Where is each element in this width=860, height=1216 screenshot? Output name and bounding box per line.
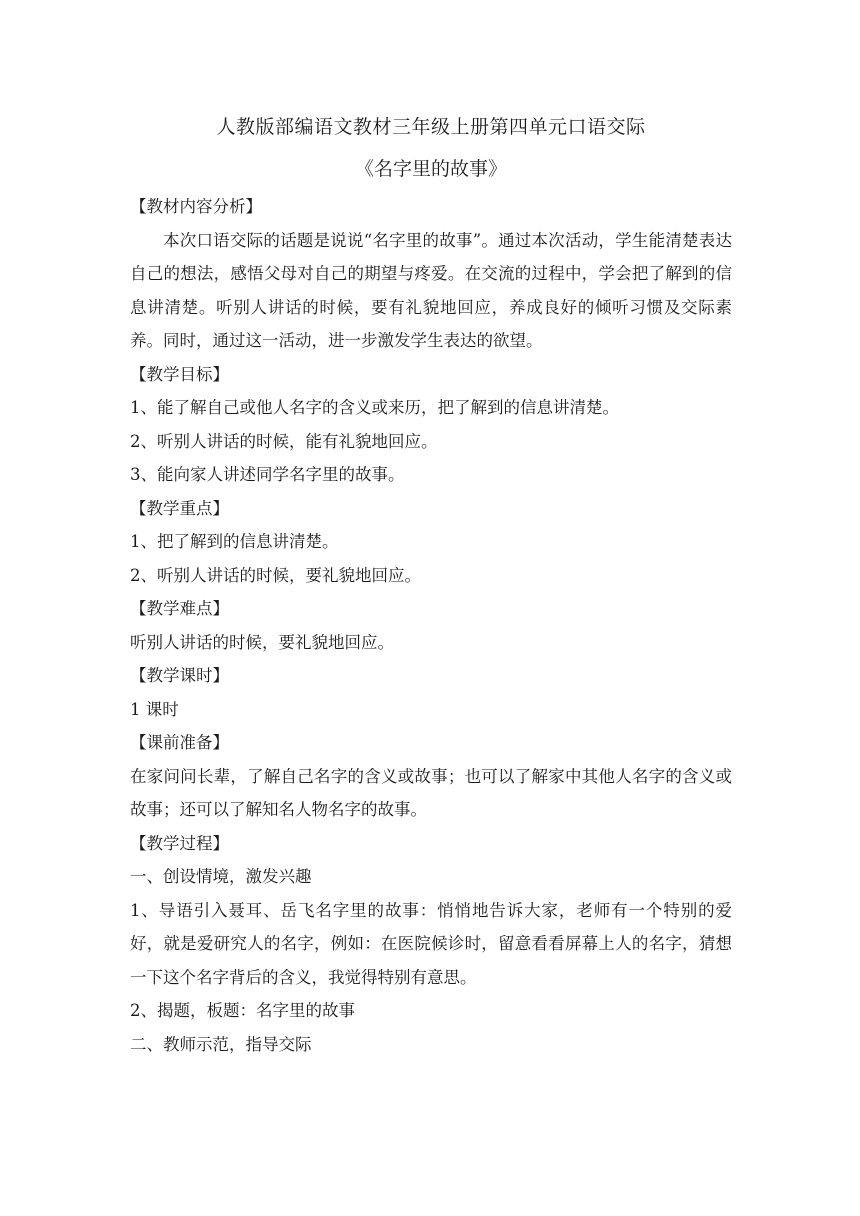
section-heading: 【教学难点】 bbox=[130, 599, 229, 618]
text-line: 听别人讲话的时候，要礼貌地回应。 bbox=[130, 632, 394, 652]
section-heading: 【教学过程】 bbox=[130, 833, 229, 853]
document-title: 人教版部编语文教材三年级上册第四单元口语交际 bbox=[216, 116, 646, 138]
list-item: 3、能向家人讲述同学名字里的故事。 bbox=[130, 465, 405, 484]
section-heading: 【教学目标】 bbox=[130, 364, 229, 384]
subsection-heading: 一、创设情境，激发兴趣 bbox=[130, 867, 312, 886]
subsection-heading: 二、教师示范，指导交际 bbox=[130, 1034, 312, 1054]
list-item: 2、揭题，板题：名字里的故事 bbox=[130, 1001, 355, 1020]
list-item: 2、听别人讲话的时候，要礼貌地回应。 bbox=[130, 565, 421, 585]
section-heading: 【教学重点】 bbox=[130, 498, 229, 518]
text-line: 1 课时 bbox=[130, 699, 179, 719]
section-heading: 【课前准备】 bbox=[130, 733, 229, 752]
document-subtitle: 《名字里的故事》 bbox=[354, 158, 507, 180]
paragraph: 本次口语交际的话题是说说“名字里的故事”。通过本次活动，学生能清楚表达自己的想法，感悟父母对自己的期望与疼爱。在交流的过程中，学会把了解到的信息讲清楚。听别人讲话的时候，要有礼貌地回应，养成良好的倾听习惯及交际素养。同时，通过这一活动，进一步激发学生表达的欲望。 bbox=[130, 230, 732, 350]
list-item: 1、把了解到的信息讲清楚。 bbox=[130, 532, 339, 551]
list-item: 1、能了解自己或他人名字的含义或来历，把了解到的信息讲清楚。 bbox=[130, 398, 619, 417]
list-item: 2、听别人讲话的时候，能有礼貌地回应。 bbox=[130, 431, 438, 451]
section-heading: 【教材内容分析】 bbox=[130, 197, 262, 216]
section-heading: 【教学课时】 bbox=[130, 666, 229, 685]
paragraph: 在家问问长辈，了解自己名字的含义或故事；也可以了解家中其他人名字的含义或故事；还可以了解知名人物名字的故事。 bbox=[130, 766, 732, 819]
document-content bbox=[130, 110, 732, 1061]
paragraph: 1、导语引入聂耳、岳飞名字里的故事：悄悄地告诉大家，老师有一个特别的爱好，就是爱研究人的名字，例如：在医院候诊时，留意看看屏幕上人的名字，猜想一下这个名字背后的含义，我觉得特别有意思。 bbox=[130, 900, 732, 987]
